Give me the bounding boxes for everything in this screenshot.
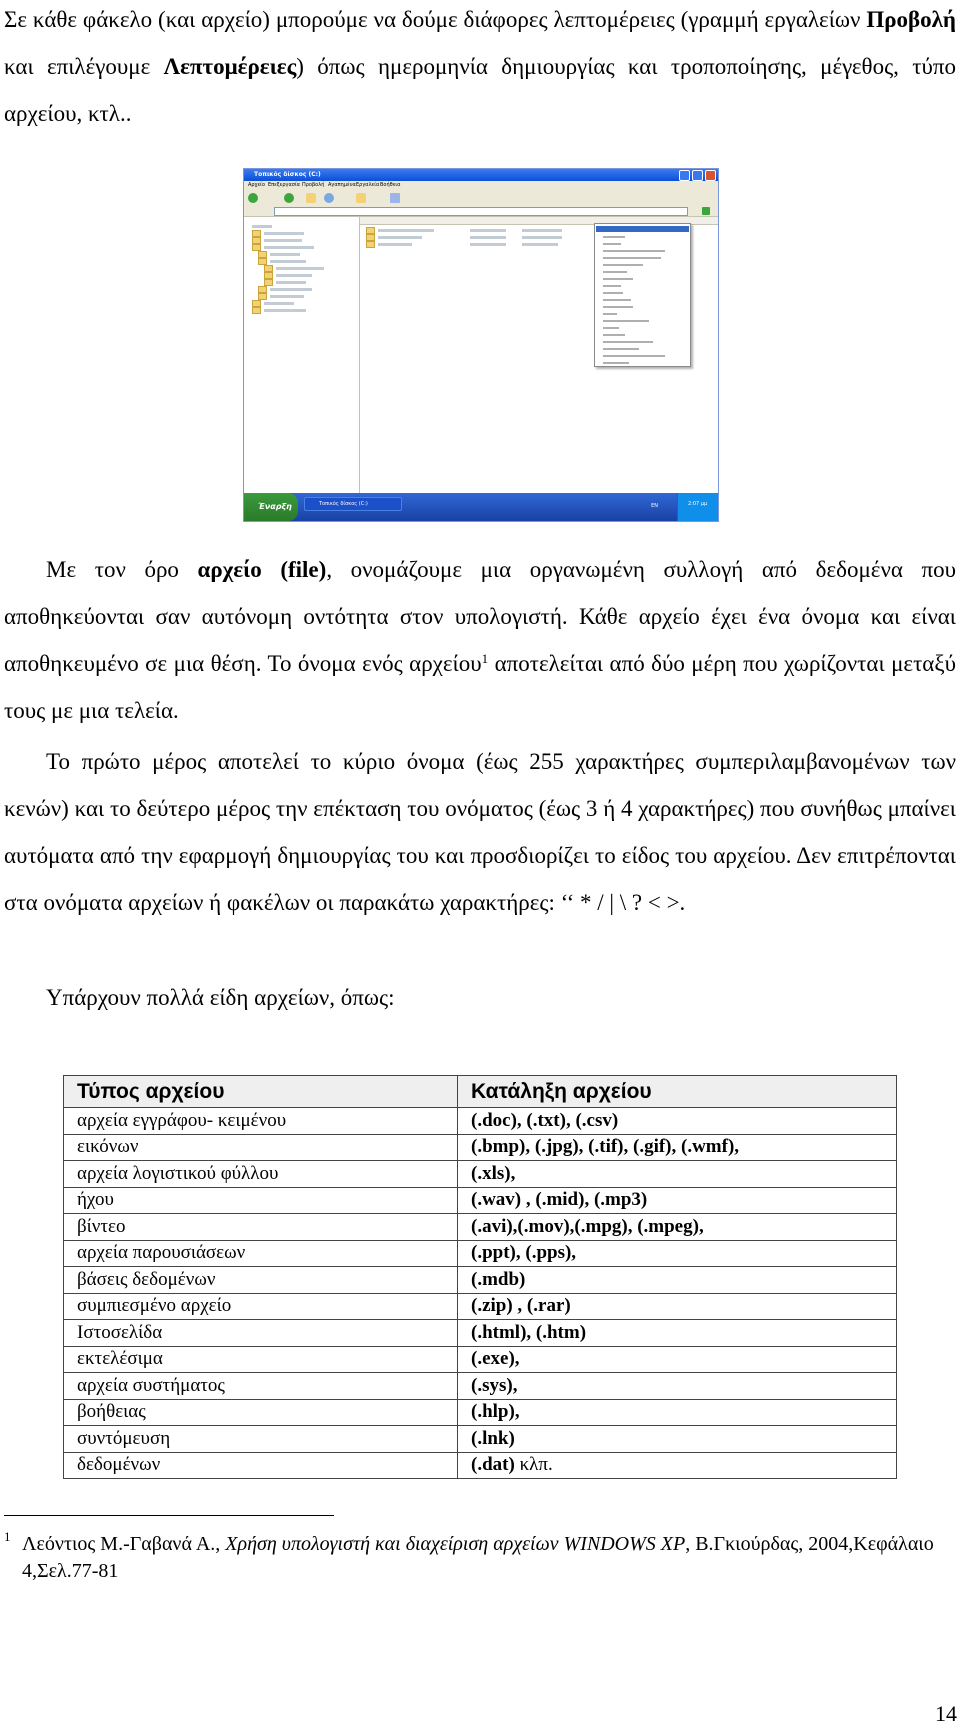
table-cell-extension: (.html), (.htm): [458, 1320, 897, 1347]
table-cell-extension: (.ppt), (.pps),: [458, 1240, 897, 1267]
explorer-screenshot: [243, 168, 719, 522]
table-cell-extension: (.avi),(.mov),(.mpg), (.mpeg),: [458, 1214, 897, 1241]
taskbar-window-button: Τοπικός δίσκος (C:): [304, 497, 402, 511]
table-cell-type: βίντεο: [64, 1214, 458, 1241]
table-row: [64, 1134, 897, 1161]
maximize-icon: [692, 170, 703, 181]
table-cell-type: ήχου: [64, 1187, 458, 1214]
table-cell-type: συμπιεσμένο αρχείο: [64, 1293, 458, 1320]
menu-item-help: Βοήθεια: [380, 182, 401, 188]
views-icon: [390, 193, 400, 203]
menu-bar: [244, 181, 718, 190]
table-row: [64, 1161, 897, 1188]
table-cell-extension: (.bmp), (.jpg), (.tif), (.gif), (.wmf),: [458, 1134, 897, 1161]
table-row: [64, 1452, 897, 1479]
forward-icon: [284, 193, 294, 203]
close-icon: [705, 170, 716, 181]
page-number: 14: [935, 1701, 957, 1726]
window-titlebar: [244, 169, 718, 181]
go-icon: [702, 207, 710, 215]
system-tray: [677, 493, 718, 521]
table-cell-type: βάσεις δεδομένων: [64, 1267, 458, 1294]
window-title: Τοπικός δίσκος (C:): [254, 171, 321, 178]
table-cell-extension: (.doc), (.txt), (.csv): [458, 1108, 897, 1135]
table-cell-extension: (.wav) , (.mid), (.mp3): [458, 1187, 897, 1214]
start-button: Έναρξη: [244, 493, 298, 521]
table-row: [64, 1373, 897, 1400]
table-cell-type: αρχεία παρουσιάσεων: [64, 1240, 458, 1267]
menu-item-tools: Εργαλεία: [356, 182, 380, 188]
table-header-extension: Κατάληξη αρχείου: [458, 1076, 897, 1108]
table-row: [64, 1108, 897, 1135]
table-cell-extension: (.zip) , (.rar): [458, 1293, 897, 1320]
file-definition-paragraph: Με τον όρο αρχείο (file), ονομάζουμε μια οργανωμένη συλλογή από δεδομένα που αποθηκεύονται σαν αυτόνομη οντότητα στον υπολογιστή. Κάθε αρχείο έχει ένα όνομα και είναι αποθηκευμένο σε μια θέση. Το όνομα ενός αρχείου$^1$ αποτελείται από δύο μέρη που χωρίζονται μεταξύ τους με μια τελεία.: [4, 557, 956, 723]
table-cell-type: Ιστοσελίδα: [64, 1320, 458, 1347]
file-types-table: [63, 1075, 897, 1479]
menu-item-edit: Επεξεργασία: [268, 182, 300, 188]
table-cell-extension: (.dat) κλπ.: [458, 1452, 897, 1479]
taskbar: [244, 493, 718, 521]
footnote-book-title: Χρήση υπολογιστή και διαχείριση αρχείων WINDOWS XP: [225, 1533, 686, 1555]
table-row: [64, 1267, 897, 1294]
language-indicator: EN: [651, 503, 658, 509]
table-row: [64, 1293, 897, 1320]
column-chooser-menu: [594, 223, 691, 367]
table-cell-type: εκτελέσιμα: [64, 1346, 458, 1373]
folder-tree: [244, 217, 360, 493]
bold-term-view: Προβολή: [866, 7, 956, 32]
table-cell-extension: (.exe),: [458, 1346, 897, 1373]
file-naming-paragraph: Το πρώτο μέρος αποτελεί το κύριο όνομα (έως 255 χαρακτήρες συμπεριλαμβανομένων των κενών) και το δεύτερο μέρος την επέκταση του ονόματος (έως 3 ή 4 χαρακτήρες) που συνήθως μπαίνει αυτόματα από την εφαρμογή δημιουργίας του και προσδιορίζει το είδος του αρχείου. Δεν επιτρέπονται στα ονόματα αρχείων ή φακέλων οι παρακάτω χαρακτήρες: ‘‘ * / | \ ? < >.: [4, 749, 956, 915]
footnote-number: 1: [4, 1529, 11, 1544]
menu-item-file: Αρχείο: [248, 182, 265, 188]
footnote-divider: [4, 1515, 334, 1516]
folders-icon: [356, 193, 366, 203]
table-row: [64, 1240, 897, 1267]
table-row: [64, 1187, 897, 1214]
back-icon: [248, 193, 258, 203]
table-cell-type: βοήθειας: [64, 1399, 458, 1426]
address-bar: [244, 206, 718, 217]
menu-item-favorites: Αγαπημένα: [328, 182, 356, 188]
table-cell-type: εικόνων: [64, 1134, 458, 1161]
intro-paragraph: Σε κάθε φάκελο (και αρχείο) μπορούμε να δούμε διάφορες λεπτομέρειες (γραμμή εργαλείων Προβολή και επιλέγουμε Λεπτομέρειες) όπως ημερομηνία δημιουργίας και τροποποίησης, μέγεθος, τύπο αρχείου, κτλ..: [4, 7, 957, 126]
footnote-reference: 1: [481, 651, 489, 666]
table-cell-type: αρχεία συστήματος: [64, 1373, 458, 1400]
table-cell-extension: (.sys),: [458, 1373, 897, 1400]
table-cell-type: συντόμευση: [64, 1426, 458, 1453]
table-cell-type: αρχεία λογιστικού φύλλου: [64, 1161, 458, 1188]
table-row: [64, 1214, 897, 1241]
menu-item-view: Προβολή: [302, 182, 325, 188]
table-row: [64, 1346, 897, 1373]
table-row: [64, 1320, 897, 1347]
up-folder-icon: [306, 193, 316, 203]
footnote: $^1$ Λεόντιος Μ.-Γαβανά Α., Χρήση υπολογιστή και διαχείριση αρχείων WINDOWS XP, Β.Γκιούρδας, 2004,Κεφάλαιο 4,Σελ.77-81: [4, 1529, 934, 1582]
table-cell-extension: (.xls),: [458, 1161, 897, 1188]
table-row: [64, 1399, 897, 1426]
table-header-type: Τύπος αρχείου: [64, 1076, 458, 1108]
bold-term-details: Λεπτομέρειες: [163, 54, 297, 79]
bold-term-file: αρχείο (file): [197, 557, 327, 582]
explorer-toolbar: [244, 190, 718, 207]
table-cell-extension: (.hlp),: [458, 1399, 897, 1426]
table-header-row: [64, 1076, 897, 1108]
table-cell-extension: (.lnk): [458, 1426, 897, 1453]
table-cell-type: αρχεία εγγράφου- κειμένου: [64, 1108, 458, 1135]
table-row: [64, 1426, 897, 1453]
search-icon: [324, 193, 334, 203]
table-cell-type: δεδομένων: [64, 1452, 458, 1479]
table-cell-extension: (.mdb): [458, 1267, 897, 1294]
clock: 2:07 μμ: [688, 501, 708, 507]
minimize-icon: [679, 170, 690, 181]
file-types-intro: Υπάρχουν πολλά είδη αρχείων, όπως:: [46, 985, 395, 1010]
